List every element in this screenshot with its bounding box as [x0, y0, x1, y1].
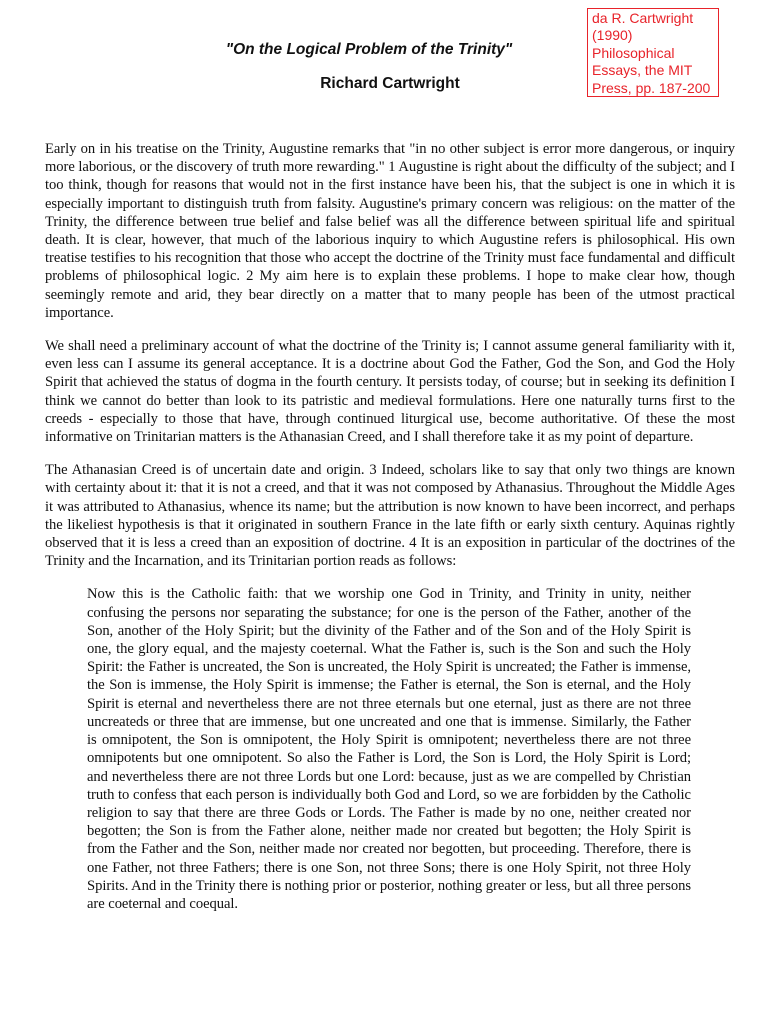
- creed-quotation: Now this is the Catholic faith: that we worship one God in Trinity, and Trinity in unity, neither confusing the persons nor separating the substance; for one is the person of the Father, another of the Son, another of the Holy Spirit; but the divinity of the Father and of the Son and of the Holy Spirit is one, the glory equal, and the majesty coeternal. What the Father is, such is the Son and such the Holy Spirit: the Father is uncreated, the Son is uncreated, the Holy Spirit is uncreated; the Father is immense, the Son is immense, the Holy Spirit is immense; the Father is eternal, the Son is eternal, and the Holy Spirit is eternal and nevertheless there are not three eternals but one eternal, just as there are not three uncreateds or three that are immense, but one uncreated and one that is immense. Similarly, the Father is omnipotent, the Son is omnipotent, the Holy Spirit is omnipotent; nevertheless there are not three omnipotents but one omnipotent. So also the Father is Lord, the Son is Lord, the Holy Spirit is Lord; and nevertheless there are not three Lords but one Lord: because, just as we are compelled by Christian truth to confess that each person is individually both God and Lord, so we are forbidden by the Catholic religion to say that there are three Gods or Lords. The Father is made by no one, neither created nor begotten; the Son is from the Father alone, neither made nor created but begotten; the Holy Spirit is from the Father and the Son, neither made nor created nor begotten, but proceeding. Therefore, there is one Father, not three Fathers; there is one Son, not three Sons; there is one Holy Spirit, not three Holy Spirits. And in the Trinity there is nothing prior or posterior, nothing greater or less, but all three persons are coeternal and coequal.: [87, 586, 691, 912]
- paragraph-1: Early on in his treatise on the Trinity, Augustine remarks that "in no other subject is error more dangerous, or inquiry more laborious, or the discovery of truth more rewarding." 1 Augustine is right about the difficulty of the subject; and I too think, though for reasons that would not in the first instance have been his, that the subject is one in which it is especially important to distinguish truth from falsity. Augustine's primary concern was religious: on the matter of the Trinity, the difference between true belief and false belief was all the difference between spiritual life and spiritual death. It is clear, however, that much of the laborious inquiry to which Augustine refers is philosophical. His own treatise testifies to his recognition that those who accept the doctrine of the Trinity must face fundamental and difficult problems of philosophical logic. 2 My aim here is to explain these problems. I hope to make clear how, though seemingly remote and arid, they bear directly on a matter that to many people has been of the utmost practical importance.: [45, 141, 735, 321]
- citation-note: da R. Cartwright (1990) Philosophical Essays, the MIT Press, pp. 187-200: [587, 8, 719, 97]
- paper-title: "On the Logical Problem of the Trinity": [225, 41, 513, 58]
- article-body: [45, 140, 735, 913]
- paragraph-2: We shall need a preliminary account of what the doctrine of the Trinity is; I cannot assume general familiarity with it, even less can I assume its general acceptance. It is a doctrine about God the Father, God the Son, and God the Holy Spirit that achieved the status of dogma in the fourth century. It persists today, of course; but in seeking its definition I think we cannot do better than look to its patristic and medieval formulations. Here one naturally turns first to the creeds - especially to those that have, through continued liturgical use, become authoritative. Of these the most informative on Trinitarian matters is the Athanasian Creed, and I shall therefore take it as my point of departure.: [45, 338, 735, 446]
- paragraph-3: The Athanasian Creed is of uncertain date and origin. 3 Indeed, scholars like to say that only two things are known with certainty about it: that it is not a creed, and that it was not composed by Athanasius. Throughout the Middle Ages it was attributed to Athanasius, whence its name; but the attribution is now known to have been incorrect, and perhaps the likeliest hypothesis is that it originated in southern France in the late fifth or early sixth century. Aquinas rightly observed that it is less a creed than an exposition of doctrine. 4 It is an exposition in particular of the doctrines of the Trinity and the Incarnation, and its Trinitarian portion reads as follows:: [45, 462, 735, 570]
- author-name: Richard Cartwright: [320, 75, 460, 92]
